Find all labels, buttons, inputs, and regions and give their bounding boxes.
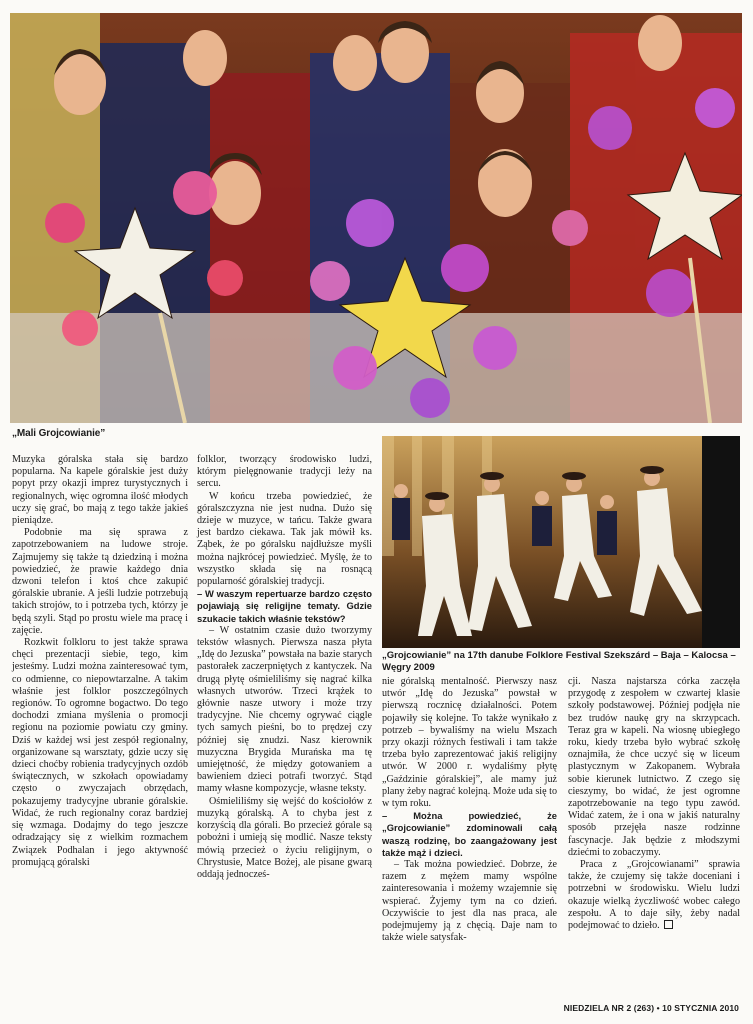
paragraph: – W ostatnim czasie dużo tworzymy tekstów własnych. Pierwsza nasza płyta „Idę do Jezuska” powstała na bazie starych pastorałek zaczerpniętych z kantyczek. Na drugą płytę ośmieliliśmy się nagrać kilka własnych utworów. Trzeci krążek to głównie nasze utwory i może trzy tradycyjne. Nie chcemy ogrywać ciągle tych samych pieśni, bo to prędzej czy później się znudzi. Nasz kierownik muzyczna Brygida Murańska ma tę umiejętność, że między gotowaniem a bawieniem dzieci potrafi tworzyć. Stąd mamy własne kompozycje, własne teksty. (197, 624, 372, 795)
end-of-article-mark (664, 920, 673, 929)
dance-photo-caption: „Grojcowianie” na 17th danube Folklore Festival Szekszárd – Baja – Kalocsa – Węgry 2009 (382, 650, 736, 673)
paragraph (568, 859, 740, 932)
paragraph: W końcu trzeba powiedzieć, że góralszczyzna nie jest nudna. Dużo się dzieje w muzyce, w tańcu. Także gwara jest bardzo ciekawa. Tak jak mówił ks. Ząbek, że po góralsku najdłuższe myśli można najkrócej powiedzieć. Myślę, że to wszystko składa się na rosnącą popularność góralskiej tradycji. (197, 490, 372, 588)
paragraph: Rozkwit folkloru to jest także sprawa chęci prezentacji siebie, tego, kim jesteśmy. Ludzi można zainteresować tym, co odmienne, co niepowtarzalne. A takim właśnie jest folklor poszczególnych regionów. To ogromne bogactwo. Do tego dochodzi zmiana myślenia o promocji regionu na poziomie powiatu czy gminy. Dziś w każdej wsi jest zespół regionalny, organizowane są warsztaty, gdzie uczy się dzieci choćby robienia tradycyjnych ozdób świątecznych, w szkołach opowiadamy często o zwyczajach obrzędach, pokazujemy tradycyjne ubranie góralskie. Widać, że ruch regionalny coraz bardziej się wzmaga. Dodajmy do tego jeszcze odradzający się z wielkim rozmachem Związek Podhalan i jego aktywność promującą góralski (12, 637, 188, 868)
article-column-3 (382, 676, 557, 944)
paragraph: – Tak można powiedzieć. Dobrze, że razem z mężem mamy wspólne zainteresowania i możemy wzajemnie się wspierać. Żyjemy tym na co dzień. Oczywiście to jest dla nas praca, ale podejmujemy ją z chęcią. Daje nam to także wiele satysfak- (382, 859, 557, 944)
paragraph: Ośmieliliśmy się wejść do kościołów z muzyką góralską. A to chyba jest z korzyścią dla górali. Bo przecież górale są pobożni i umieją się modlić. Nasze teksty mówią przecież o życiu religijnym, o Chrystusie, Matce Bożej, ale pisane gwarą oddają jednocześ- (197, 795, 372, 880)
interview-question: – W waszym repertuarze bardzo często pojawiają się religijne tematy. Gdzie szukacie takich właśnie tekstów? (197, 588, 372, 624)
page-footer: NIEDZIELA NR 2 (263) • 10 STYCZNIA 2010 (563, 1003, 739, 1013)
paragraph: folklor, tworzący środowisko ludzi, którym pielęgnowanie tradycji leży na sercu. (197, 454, 372, 490)
interview-question: – Można powiedzieć, że „Grojcowianie” zdominowali całą waszą rodzinę, bo zaangażowany jest także mąż i dzieci. (382, 810, 557, 858)
paragraph: Podobnie ma się sprawa z zapotrzebowaniem na ludowe stroje. Zajmujemy się także tą dziedziną i można powiedzieć, że prawie każdego dnia dzwoni telefon i ktoś chce zakupić góralskie ubranie. A jeśli ludzie potrzebują takich strojów, to i potrzeba tych, którzy je będą szyli. Stąd po prostu wiele ma pracę i zajęcie. (12, 527, 188, 636)
top-photo-caption: „Mali Grojcowianie” (12, 428, 106, 439)
article-column-4 (568, 676, 740, 932)
paragraph: Muzyka góralska stała się bardzo popularna. Na kapele góralskie jest duży popyt przy okazji imprez turystycznych i regionalnych, więc ogromna ilość młodych uczy się grać, bo mają z tego także jakieś pieniądze. (12, 454, 188, 527)
paragraph-text: Praca z „Grojcowianami” sprawia także, że czujemy się także doceniani i potrzebni w środowisku. Wielu ludzi okazuje wielką życzliwość wobec całego zespołu. A to daje siły, żeby nadal podejmować to dzieło. (568, 859, 740, 932)
article-column-1 (12, 454, 188, 869)
top-photo-children-stars (10, 13, 742, 423)
article-column-2 (197, 454, 372, 881)
paragraph: cji. Nasza najstarsza córka zaczęła przygodę z zespołem w czwartej klasie szkoły podstawowej. Później podjęła nie bez trudów naukę gry na skrzypcach. Teraz gra w kapeli. Na wiosnę ubiegłego roku, kiedy trzeba było wybrać szkołę oznajmiła, że chce uczyć się w liceum plastycznym w Zakopanem. Wybrała sobie kierunek lutnictwo. Z czego się cieszymy, bo widać, że jest ogromne zapotrzebowanie na tego typu zawód. Widać zatem, że i ona w jakiś naturalny sposób przejęła nasze rodzinne fascynacje. Jak będzie z młodszymi dziećmi to zobaczymy. (568, 676, 740, 858)
paragraph: nie góralską mentalność. Pierwszy nasz utwór „Idę do Jezuska” powstał w pierwszą rocznicę działalności. Potem pojawiły się kolejne. To także wynikało z potrzeb – bywaliśmy na wielu Mszach przy okazji różnych festiwali i tam także trzeba było zaprezentować jakiś religijny utwór. W 2000 r. wydaliśmy płytę „Gaździnie góralskiej”, ale mamy już plany żeby nagrać kolejną. Może uda się to w tym roku. (382, 676, 557, 810)
dance-photo (382, 436, 740, 648)
